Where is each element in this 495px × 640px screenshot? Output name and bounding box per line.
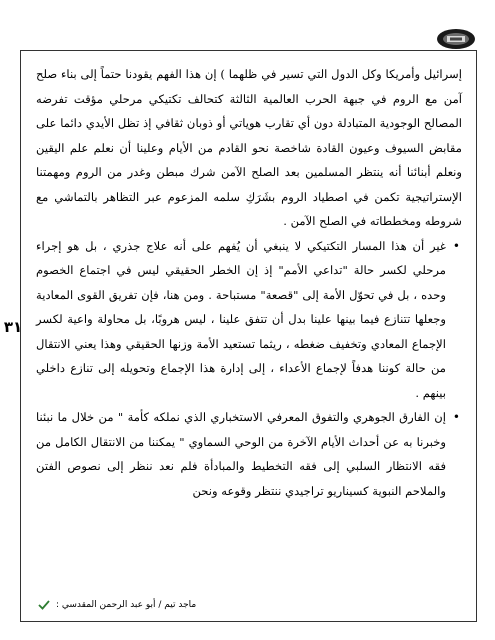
footer-author: ماجد تيم / أبو عبد الرحمن المقدسي : bbox=[56, 600, 197, 610]
page-number: ٣١ bbox=[3, 318, 23, 336]
paragraph: إسرائيل وأمريكا وكل الدول التي تسير في ظلهما ) إن هذا الفهم يقودنا حتماً إلى بناء صلح آمن مع الروم في جبهة الحرب العالمية الثالثة كتحالف تكتيكي مرحلي مؤقت تفرضه المصالح الوجودية المتبادلة دون أي تقارب هوياتي أو ذوبان ثقافي إذ تظل الأيدي دائما على مقابض السيوف وعيون القادة شاخصة نحو القادم من الأيام وعلينا أن نعلم علم اليقين ونعلم أبنائنا أنه ينتظر المسلمين بعد الصلح الآمن شرك مبطن وغدر من الروم ومهمتنا الإستراتيجية تكمن في اصطياد الروم بشَرَكِ سلمه المزعوم عبر التظاهر بالتماشي مع شروطه ومخططاته في الصلح الآمن . bbox=[36, 67, 462, 228]
book-logo-icon bbox=[436, 28, 476, 50]
body-text bbox=[36, 62, 462, 503]
bullet-icon: • bbox=[452, 238, 460, 253]
list-item bbox=[36, 405, 460, 503]
list-item-text: غير أن هذا المسار التكتيكي لا ينبغي أن يُفهم على أنه علاج جذري ، بل هو إجراء مرحلي لكسر حالة "تداعي الأمم" إذ إن الخطر الحقيقي ليس في اجتماع الخصوم وحده ، بل في تحوّل الأمة إلى "قصعة" مستباحة . ومن هنا، فإن تفريق القوى المعادية وجعلها تتنازع فيما بينها علينا بدل أن تتفق علينا ، ليس هروبًا، بل محاولة واعية لكسر الإجماع المعادي وتخفيف ضغطه ، ريثما تستعيد الأمة وزنها الحقيقي وهذا يعني الانتقال من حالة كوننا هدفاً لإجماع الأعداء ، إلى إدارة هذا الإجماع وتحويله إلى تنازع داخلي بينهم . bbox=[36, 238, 446, 400]
bullet-icon: • bbox=[452, 410, 460, 424]
check-mark-icon bbox=[38, 600, 50, 610]
bullet-list bbox=[36, 234, 462, 504]
page-footer bbox=[38, 596, 358, 614]
list-item bbox=[36, 234, 460, 406]
list-item-text: إن الفارق الجوهري والتفوق المعرفي الاستخباري الذي نملكه كأمة " من خلال ما نبئنا وخبرنا به عن أحداث الأيام الآخرة من الوحي السماوي " يمكننا من الانتقال الكامل من فقه الانتظار السلبي إلى فقه التخطيط والمبادأة فلم نعد ننظر إلى نصوص الفتن والملاحم النبوية كسيناريو تراجيدي ننتظر وقوعه ونحن bbox=[36, 410, 446, 498]
